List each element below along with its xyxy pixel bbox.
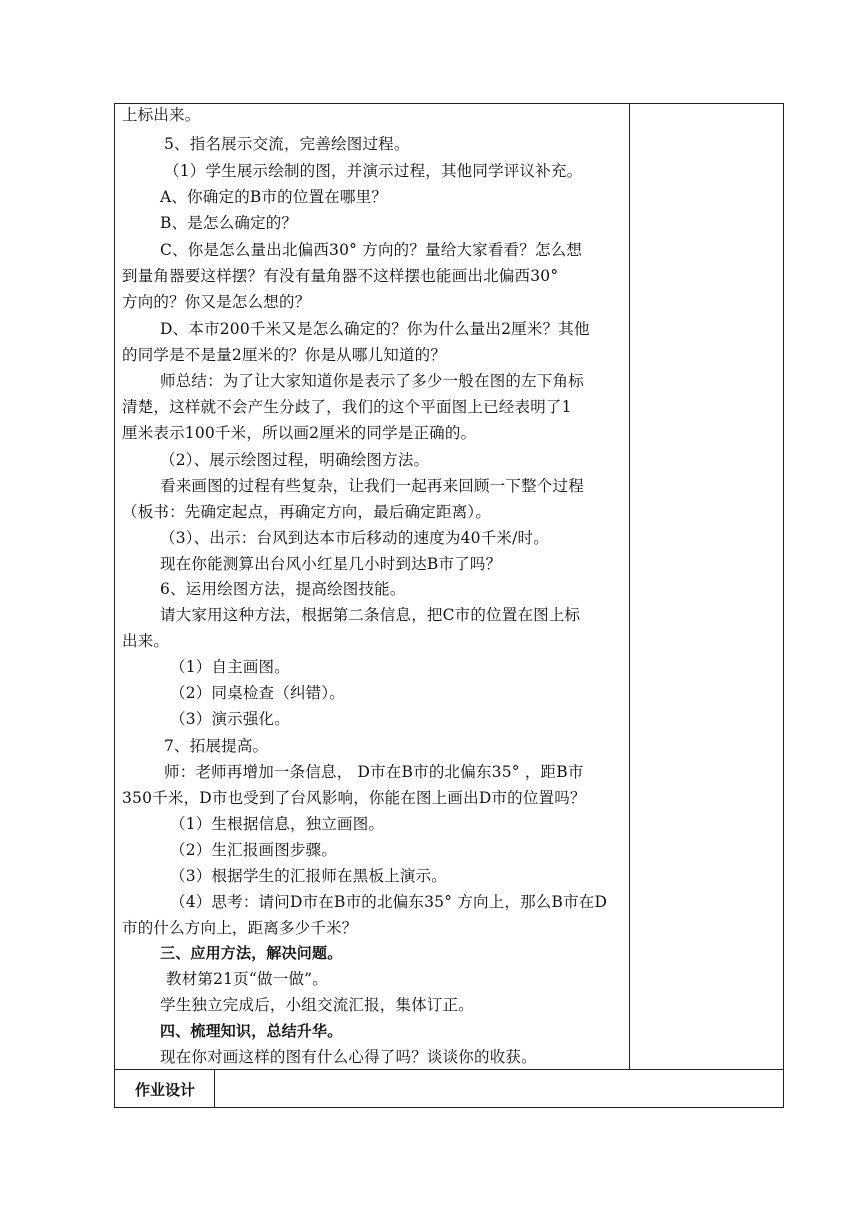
section-heading: 三、应用方法，解决问题。 <box>160 944 343 962</box>
text-line: 6、运用绘图方法，提高绘图技能。 <box>160 580 406 598</box>
text-line: （4）思考：请问D市在B市的北偏东35° 方向上，那么B市在D <box>170 893 608 911</box>
text-line: 出来。 <box>122 632 170 650</box>
text-line: 教材第21页“做一做”。 <box>166 970 328 988</box>
text-line: C、你是怎么量出北偏西30° 方向的？量给大家看看？怎么想 <box>160 241 583 259</box>
text-line: 现在你对画这样的图有什么心得了吗？谈谈你的收获。 <box>160 1048 537 1066</box>
text-line: D、本市200千米又是怎么确定的？你为什么量出2厘米？其他 <box>160 320 590 338</box>
text-line: 学生独立完成后，小组交流汇报，集体订正。 <box>160 996 475 1014</box>
text-line: 师：老师再增加一条信息， D市在B市的北偏东35° ，距B市 <box>164 763 584 781</box>
text-line: 5、指名展示交流，完善绘图过程。 <box>164 135 410 153</box>
text-line: 7、拓展提高。 <box>164 737 269 755</box>
text-line: 方向的？你又是怎么想的？ <box>122 293 311 311</box>
text-line: A、你确定的B市的位置在哪里？ <box>160 188 388 206</box>
text-line: （板书：先确定起点，再确定方向，最后确定距离）。 <box>122 503 492 521</box>
text-line: 到量角器要这样摆？有没有量角器不这样摆也能画出北偏西30° <box>122 267 559 285</box>
text-line: 清楚，这样就不会产生分歧了，我们的这个平面图上已经表明了1 <box>122 398 572 416</box>
text-line: （2）生汇报画图步骤。 <box>170 841 338 859</box>
homework-design-label: 作业设计 <box>134 1080 195 1099</box>
text-line: 厘米表示100千米，所以画2厘米的同学是正确的。 <box>122 424 477 442</box>
text-line: B、是怎么确定的？ <box>160 214 298 232</box>
text-line: 的同学是不是量2厘米的？你是从哪儿知道的？ <box>122 346 447 364</box>
text-line: （2）同桌检查（纠错）。 <box>170 684 346 702</box>
text-line: （2）、展示绘图过程，明确绘图方法。 <box>160 451 430 469</box>
text-line: 请大家用这种方法，根据第二条信息，把C市的位置在图上标 <box>160 606 581 624</box>
section-heading: 四、梳理知识，总结升华。 <box>160 1022 343 1040</box>
text-line: （1）学生展示绘制的图，并演示过程，其他同学评议补充。 <box>164 162 583 180</box>
footer-divider <box>214 1069 215 1108</box>
text-line: 师总结：为了让大家知道你是表示了多少一般在图的左下角标 <box>160 372 584 390</box>
text-line: （1）生根据信息，独立画图。 <box>170 815 385 833</box>
text-line: （1）自主画图。 <box>170 658 290 676</box>
text-line: 350千米，D市也受到了台风影响，你能在图上画出D市的位置吗？ <box>122 789 586 807</box>
text-line: 市的什么方向上，距离多少千米？ <box>122 919 358 937</box>
text-line: 上标出来。 <box>122 106 201 124</box>
text-line: 现在你能测算出台风小红星几小时到达B市了吗？ <box>160 555 502 573</box>
text-line: （3）演示强化。 <box>170 710 290 728</box>
column-divider <box>629 103 630 1069</box>
text-line: （3）根据学生的汇报师在黑板上演示。 <box>170 867 447 885</box>
text-line: （3）、出示：台风到达本市后移动的速度为40千米/时。 <box>160 529 549 547</box>
text-line: 看来画图的过程有些复杂，让我们一起再来回顾一下整个过程 <box>160 477 584 495</box>
